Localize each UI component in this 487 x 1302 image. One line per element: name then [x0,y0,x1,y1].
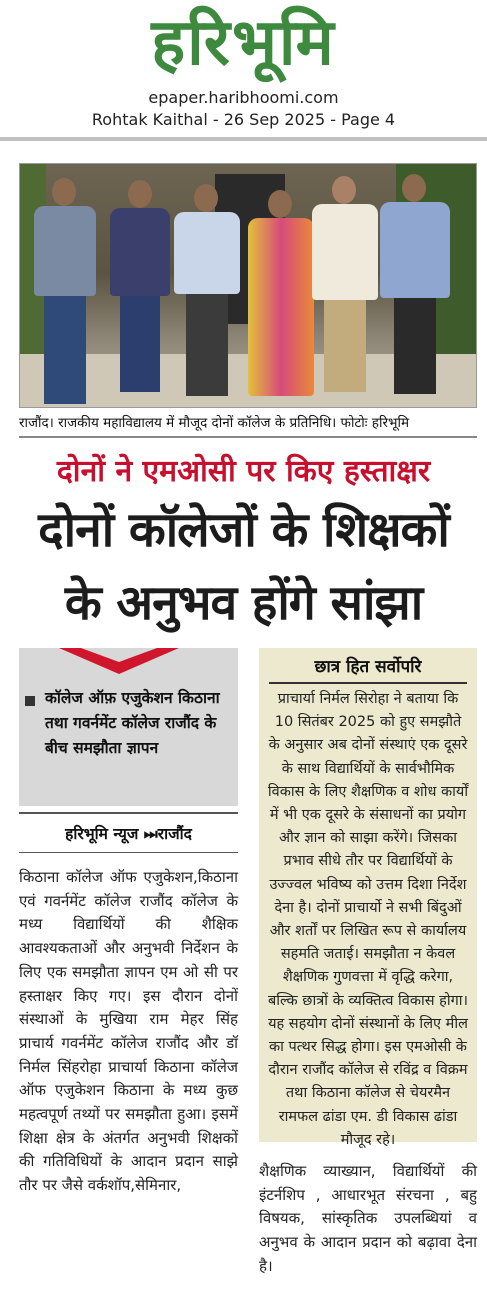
photo-caption: राजौंद। राजकीय महाविद्यालय में मौजूद दोनों कॉलेज के प्रतिनिधि। फोटोः हरिभूमि [19,415,410,431]
sidebar-box [259,648,477,1148]
article-body-right: शैक्षणिक व्याख्यान, विद्यार्थियों की इंटर्नशिप , आधारभूत संरचना , बहु विषयक, सांस्कृतिक उपलब्धियां व अनुभव के आदान प्रदान को बढ़ावा देना है। [259,1162,477,1275]
square-bullet-icon [25,696,35,706]
article-body-left: किठाना कॉलेज ऑफ एजुकेशन,किठाना एवं गवर्नमेंट कॉलेज राजौंद कॉलेज के मध्य विद्यार्थियों की शैक्षिक आवश्यकताओं और अनुभवी निर्देशन के लिए एक समझौता ज्ञापन एम ओ सी पर हस्ताक्षर किए गए। इस दौरान दोनों संस्थाओं के मुखिया राम मेहर सिंह प्राचार्य गवर्नमेंट कॉलेज राजौंद और डॉ निर्मल सिंहरोहा प्राचार्या किठाना कॉलेज ऑफ एजुकेशन किठाना के मध्य कुछ महत्वपूर्ण तथ्यों पर समझौता हुआ। इसमें शिक्षा क्षेत्र के अंतर्गत अनुभवी शिक्षकों की गतिविधियों के आदान प्रदान साझे तौर पर जैसे वर्कशॉप,सेमिनार, [19,868,238,1195]
news-photo [19,163,477,408]
byline: हरिभूमि न्यूज ⏭राजौंद [65,825,192,843]
summary-text: कॉलेज ऑफ़ एजुकेशन किठाना तथा गवर्नमेंट कॉलेज राजौंद के बीच समझौता ज्ञापन [45,689,220,757]
caption-divider [19,436,477,438]
masthead-divider [0,137,487,141]
chevron-cutout [81,648,157,662]
sidebar-title: छात्र हित सर्वोपरि [314,657,422,677]
headline-line-2: के अनुभव होंगे सांझा [64,575,423,631]
sidebar-title-underline [269,682,467,684]
summary-divider [19,812,238,814]
edition-line: Rohtak Kaithal - 26 Sep 2025 - Page 4 [91,110,396,129]
masthead-logo: हरिभूमि [151,5,336,80]
sidebar-text: प्राचार्या निर्मल सिरोहा ने बताया कि 10 सितंबर 2025 को हुए समझौते के अनुसार अब दोनों संस्थाएं एक दूसरे के साथ विद्यार्थियों के सार्वभौमिक विकास के लिए शैक्षणिक व शोध कार्यों में भी एक दूसरे के संसाधनों का प्रयोग और ज्ञान को साझा करेंगे। जिसका प्रभाव सीधे तौर पर विद्यार्थियों के उज्ज्वल भविष्य को उत्तम दिशा निर्देश देना है। दोनों प्राचार्यो ने सभी बिंदुओं और शर्तों पर लिखित रूप से कार्यालय सहमति जताई। समझौता न केवल शैक्षणिक गुणवत्ता में वृद्धि करेगा, बल्कि छात्रों के व्यक्तित्व विकास होगा। यह सहयोग दोनों संस्थानों के लिए मील का पत्थर सिद्ध होगा। इस एमओसी के दौरान राजौंद कॉलेज से रविंद्र व विक्रम तथा किठाना कॉलेज से चेयरमैन रामफल ढांडा एम. डी विकास ढांडा मौजूद रहे। [267,691,469,1148]
summary-box [19,648,238,806]
sub-headline: दोनों ने एमओसी पर किए हस्ताक्षर [56,454,431,489]
headline-line-1: दोनों कॉलेजों के शिक्षकों [38,502,449,558]
epaper-url[interactable]: epaper.haribhoomi.com [148,88,339,107]
byline-divider [19,852,238,853]
